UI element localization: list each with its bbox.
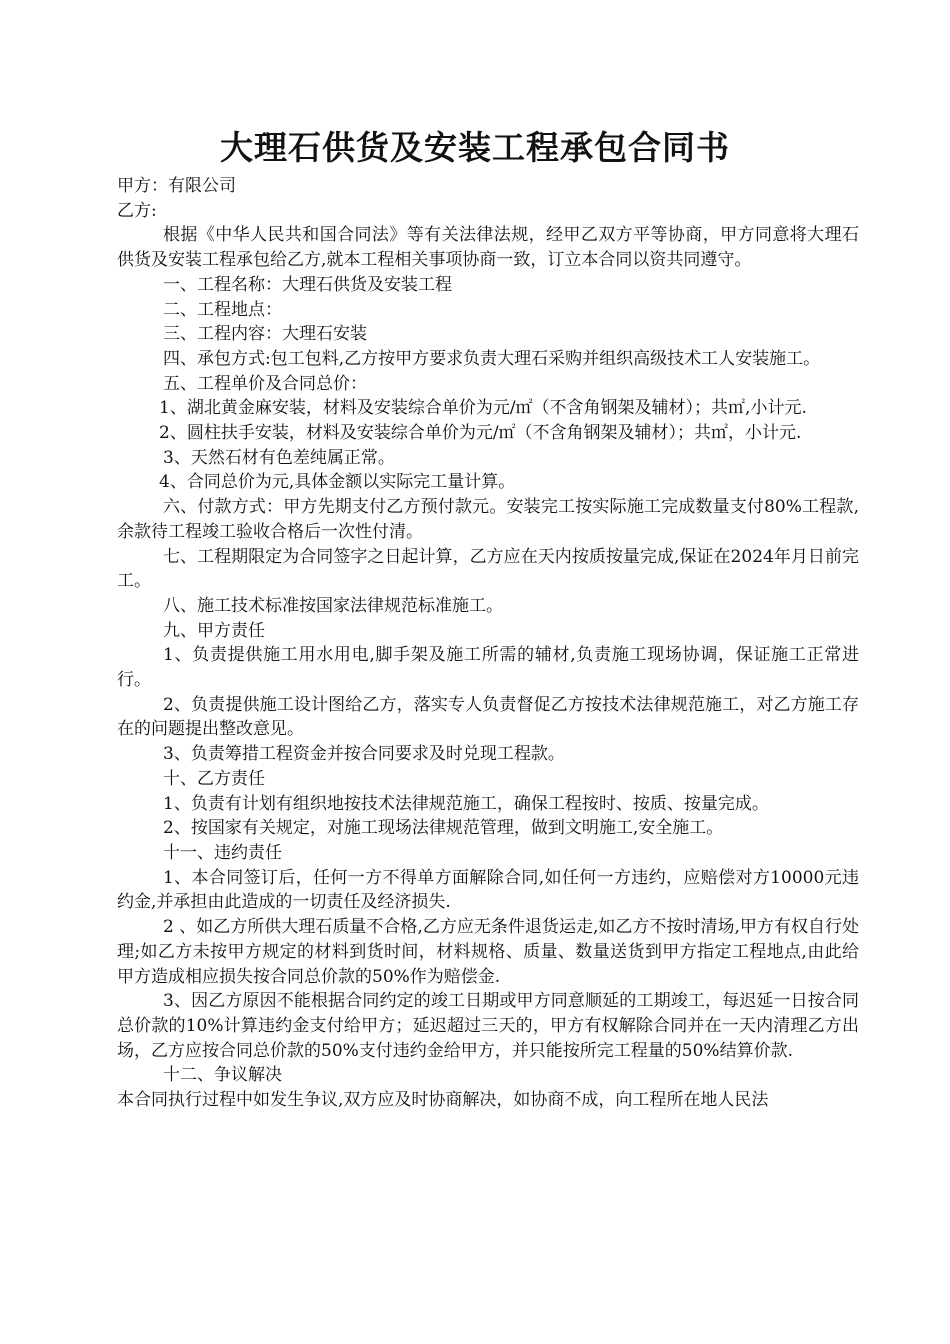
clause-11-2: 2 、如乙方所供大理石质量不合格,乙方应无条件退货运走,如乙方不按时清场,甲方有权自行处理;如乙方未按甲方规定的材料到货时间，材料规格、质量、数量送货到甲方指定工程地点,由此给甲方造成相应损失按合同总价款的50%作为赔偿金.	[117, 917, 859, 987]
clause-5: 五、工程单价及合同总价：	[163, 373, 367, 394]
clause-12-text: 本合同执行过程中如发生争议,双方应及时协商解决，如协商不成，向工程所在地人民法	[117, 1090, 769, 1111]
preamble: 根据《中华人民共和国合同法》等有关法律法规，经甲乙双方平等协商，甲方同意将大理石供货及安装工程承包给乙方,就本工程相关事项协商一致，订立本合同以资共同遵守。	[117, 225, 859, 271]
clause-5-1: 1、湖北黄金麻安装，材料及安装综合单价为元/㎡（不含角钢架及辅材）；共㎡,小计元.	[159, 398, 807, 419]
clause-11-1: 1、本合同签订后，任何一方不得单方面解除合同,如任何一方违约，应赔偿对方10000元违约金,并承担由此造成的一切责任及经济损失.	[117, 867, 859, 913]
clause-9-3: 3、负责筹措工程资金并按合同要求及时兑现工程款。	[163, 744, 565, 765]
contract-body	[117, 174, 859, 1113]
clause-6: 六、付款方式：甲方先期支付乙方预付款元。安装完工按实际施工完成数量支付80%工程款,余款待工程竣工验收合格后一次性付清。	[117, 497, 859, 542]
clause-9: 九、甲方责任	[163, 620, 265, 641]
party-b-line: 乙方:	[117, 200, 157, 221]
clause-7: 七、工程期限定为合同签字之日起计算，乙方应在天内按质按量完成,保证在2024年月日前完工。	[117, 546, 859, 592]
party-a-line: 甲方：有限公司	[117, 176, 236, 196]
clause-4: 四、承包方式:包工包料,乙方按甲方要求负责大理石采购并组织高级技术工人安装施工。	[163, 348, 821, 369]
clause-9-2: 2、负责提供施工设计图给乙方，落实专人负责督促乙方按技术法律规范施工，对乙方施工存在的问题提出整改意见。	[117, 694, 859, 740]
document-title: 大理石供货及安装工程承包合同书	[220, 128, 730, 167]
clause-10-1: 1、负责有计划有组织地按技术法律规范施工，确保工程按时、按质、按量完成。	[163, 793, 769, 814]
clause-1: 一、工程名称：大理石供货及安装工程	[163, 274, 452, 295]
clause-5-4: 4、合同总价为元,具体金额以实际完工量计算。	[159, 472, 516, 493]
clause-10-2: 2、按国家有关规定，对施工现场法律规范管理，做到文明施工,安全施工。	[163, 818, 724, 839]
clause-11-3: 3、因乙方原因不能根据合同约定的竣工日期或甲方同意顺延的工期竣工，每迟延一日按合同总价款的10%计算违约金支付给甲方；延迟超过三天的，甲方有权解除合同并在一天内清理乙方出场，乙方应按合同总价款的50%支付违约金给甲方，并只能按所完工程量的50%结算价款.	[117, 991, 859, 1061]
clause-9-1: 1、负责提供施工用水用电,脚手架及施工所需的辅材,负责施工现场协调，保证施工正常进行。	[117, 645, 859, 691]
clause-8: 八、施工技术标准按国家法律规范标准施工。	[163, 595, 503, 616]
clause-5-2: 2、圆柱扶手安装，材料及安装综合单价为元/㎡（不含角钢架及辅材）；共㎡，小计元.	[159, 423, 802, 444]
clause-10: 十、乙方责任	[163, 768, 265, 789]
clause-11: 十一、违约责任	[163, 842, 282, 863]
clause-12: 十二、争议解决	[163, 1065, 282, 1086]
clause-3: 三、工程内容：大理石安装	[163, 324, 367, 345]
clause-2: 二、工程地点：	[163, 299, 282, 320]
clause-5-3: 3、天然石材有色差纯属正常。	[163, 447, 395, 468]
